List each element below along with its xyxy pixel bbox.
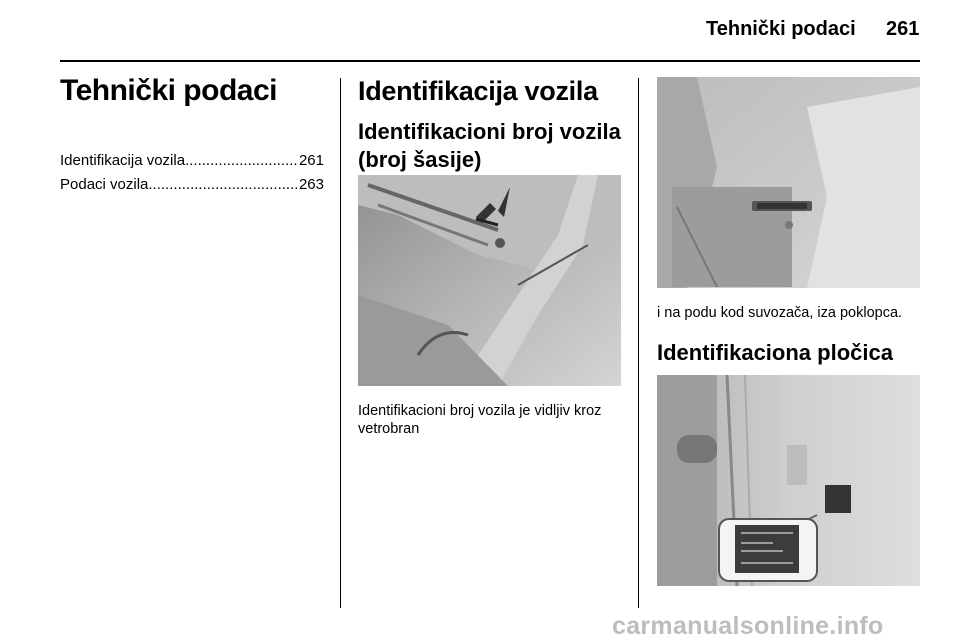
toc-entry-page: 263 [298, 176, 324, 193]
toc-entry-page: 261 [298, 152, 324, 169]
watermark: carmanualsonline.info [612, 612, 884, 640]
floor-vin-photo [657, 77, 920, 288]
plate-heading: Identifikaciona pločica [657, 340, 893, 365]
header-rule [60, 60, 920, 62]
column-divider-left [340, 78, 341, 608]
toc-entry[interactable] [60, 152, 324, 169]
toc-leader-dots [185, 152, 299, 169]
toc-entry-label: Identifikacija vozila [60, 152, 186, 169]
section-title: Identifikacija vozila [358, 76, 598, 106]
vin-caption: Identifikacioni broj vozila je vidljiv kroz vetrobran [358, 403, 602, 437]
identification-plate-photo [657, 375, 920, 586]
toc-entry[interactable] [60, 176, 324, 193]
toc-entry-label: Podaci vozila [60, 176, 149, 193]
vin-heading: Identifikacioni broj vozila (broj šasije) [358, 119, 621, 172]
chapter-title: Tehnički podaci [60, 74, 277, 107]
floor-caption: i na podu kod suvozača, iza poklopca. [657, 305, 903, 321]
toc-leader-dots [148, 176, 299, 193]
windshield-vin-photo [358, 175, 621, 386]
page-number: 261 [886, 18, 920, 40]
running-header-title: Tehnički podaci [706, 18, 856, 40]
column-divider-right [638, 78, 639, 608]
